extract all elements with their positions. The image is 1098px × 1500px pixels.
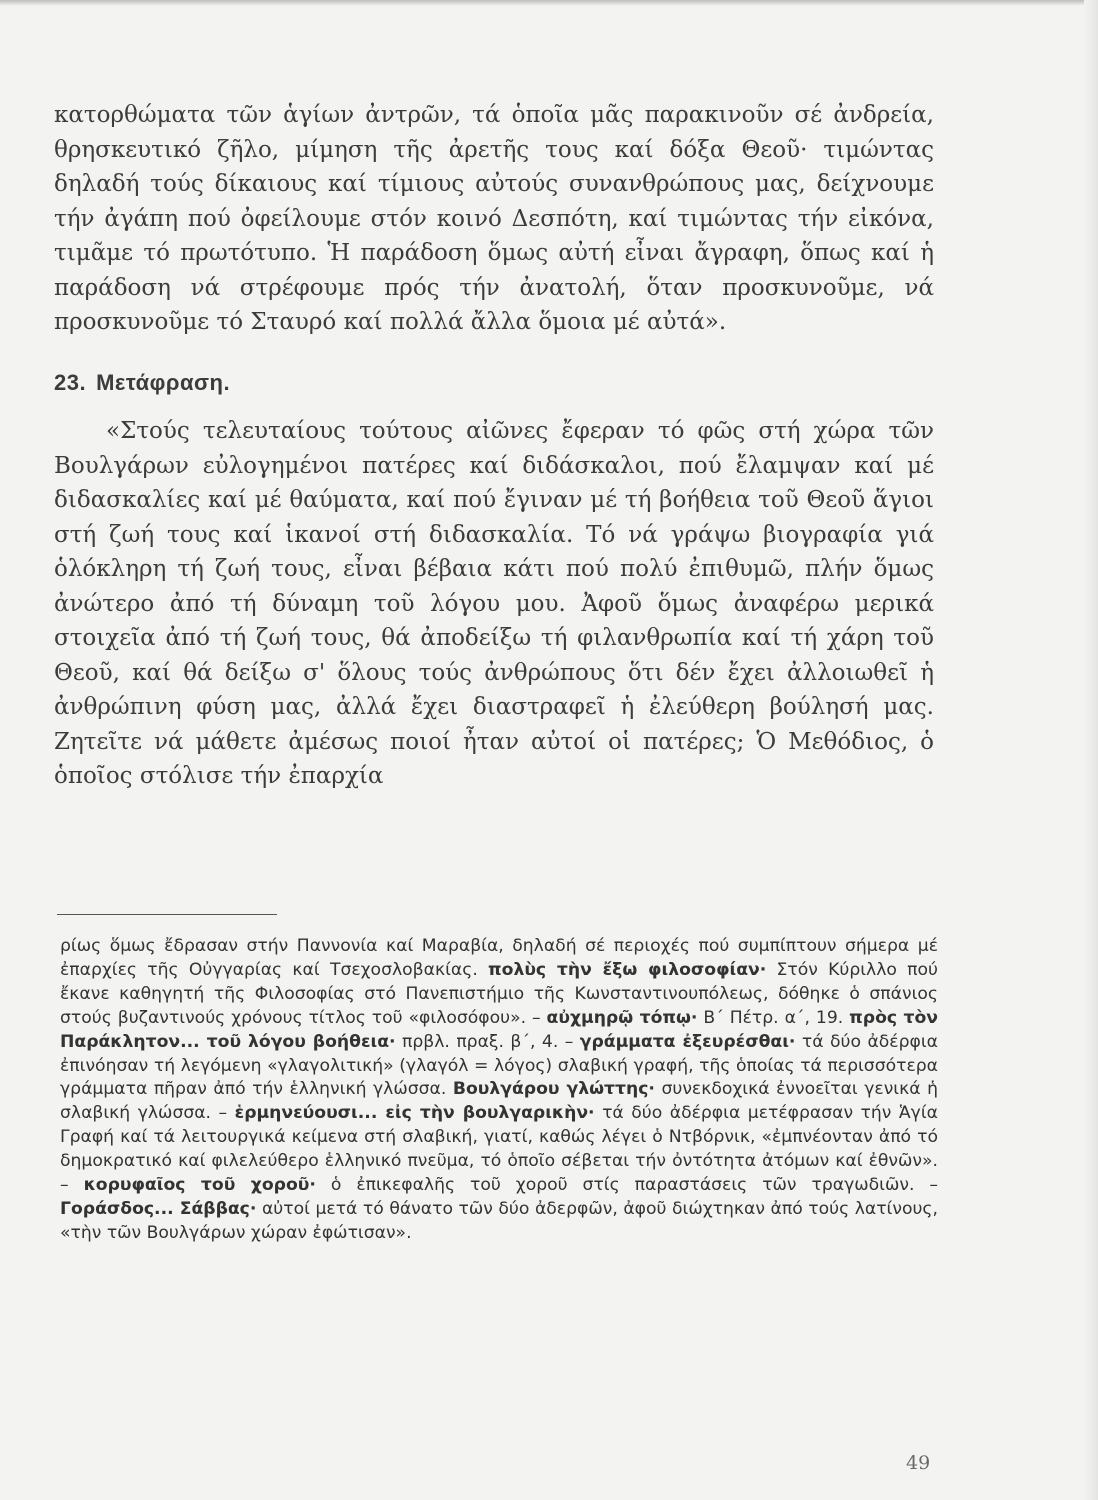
body-paragraph-2: «Στούς τελευταίους τούτους αἰῶνες ἔφεραν τό φῶς στή χώρα τῶν Βουλγάρων εὐλογημένοι πατέρες καί διδάσκαλοι, πού ἔλαμψαν καί μέ διδασκαλίες καί μέ θαύματα, καί πού ἔγιναν μέ τή βοήθεια τοῦ Θεοῦ ἅγιοι στή ζωή τους καί ἱκανοί στή διδασκαλία. Τό νά γράψω βιογραφία γιά ὁλόκληρη τή ζωή τους, εἶναι βέβαια κάτι πού πολύ ἐπιθυμῶ, πλήν ὅμως ἀνώτερο ἀπό τή δύναμη τοῦ λόγου μου. Ἀφοῦ ὅμως ἀναφέρω μερικά στοιχεῖα ἀπό τή ζωή τους, θά ἀποδείξω τή φιλανθρωπία καί τή χάρη τοῦ Θεοῦ, καί θά δείξω σ' ὅλους τούς ἀνθρώπους ὅτι δέν ἔχει ἀλλοιωθεῖ ἡ ἀνθρώπινη φύση μας, ἀλλά ἔχει διαστραφεῖ ἡ ἐλεύθερη βούλησή μας. Ζητεῖτε νά μάθετε ἀμέσως ποιοί ἦταν αὐτοί οἱ πατέρες; Ὁ Μεθόδιος, ὁ ὁποῖος στόλισε τήν ἐπαρχία	[54, 418, 934, 789]
main-text	[54, 98, 934, 794]
footnote-text: αὐτοί μετά τό θάνατο τῶν δύο ἀδερφῶν, ἀφοῦ διώχτηκαν ἀπό τούς λατίνους, «τὴν τῶν Βουλγάρων χώραν ἐφώτισαν».	[60, 1198, 938, 1243]
footnote-text: Στόν Κύριλλο πού ἔκανε καθηγητή τῆς Φιλοσοφίας στό Πανεπιστήμιο τῆς Κωνσταντινουπόλεως, δόθηκε ὁ σπάνιος στούς βυζαντινούς χρόνους τίτλος τοῦ «φιλοσόφου». –	[60, 959, 938, 1028]
page-right-edge-shadow	[1084, 0, 1098, 1500]
section-title: Μετάφραση.	[96, 369, 231, 395]
footnote-text: τά δύο ἀδέρφια ἐπινόησαν τή λεγόμενη «γλαγολιτική» (γλαγόλ = λόγος) σλαβική γραφή, τῆς ὁποίας τά περισσότερα γράμματα πῆραν ἀπό τήν ἑλληνική γλώσσα.	[60, 1031, 938, 1100]
footnote-separator	[57, 914, 277, 915]
footnote-lemma: Βουλγάρου γλώττης·	[452, 1079, 655, 1100]
section-number: 23.	[54, 369, 87, 395]
footnotes	[60, 935, 938, 1246]
section-heading	[54, 366, 934, 401]
footnote-lemma: Γοράσδος... Σάββας·	[60, 1198, 257, 1219]
body-paragraph-1: κατορθώματα τῶν ἁγίων ἀντρῶν, τά ὁποῖα μᾶς παρακινοῦν σέ ἀνδρεία, θρησκευτικό ζῆλο, μίμηση τῆς ἀρετῆς τους καί δόξα Θεοῦ· τιμώντας δηλαδή τούς δίκαιους καί τίμιους αὐτούς συνανθρώπους μας, δείχνουμε τήν ἀγάπη πού ὀφείλουμε στόν κοινό Δεσπότη, καί τιμώντας τήν εἰκόνα, τιμᾶμε τό πρωτότυπο. Ἡ παράδοση ὅμως αὐτή εἶναι ἄγραφη, ὅπως καί ἡ παράδοση νά στρέφουμε πρός τήν ἀνατολή, ὅταν προσκυνοῦμε, νά προσκυνοῦμε τό Σταυρό καί πολλά ἄλλα ὅμοια μέ αὐτά».	[54, 102, 934, 335]
footnote-text: τά δύο ἀδέρφια μετέφρασαν τήν Ἁγία Γραφή καί τά λειτουργικά κείμενα στή σλαβική, γιατί, καθώς λέγει ὁ Ντβόρνικ, «ἐμπνέονταν ἀπό τό δημοκρατικό καί φιλελεύθερο ἑλληνικό πνεῦμα, τό ὁποῖο σέβεται τήν ὀντότητα ἀτόμων καί ἐθνῶν». –	[60, 1103, 938, 1196]
footnote-text: Β΄ Πέτρ. α΄, 19.	[697, 1007, 850, 1028]
footnote-lemma: ἑρμηνεύουσι... εἰς τὴν βουλγαρικὴν·	[234, 1103, 595, 1124]
footnote-lemma: πολὺς τὴν ἔξω φιλοσοφίαν·	[488, 959, 767, 980]
page-top-edge	[0, 0, 1098, 6]
footnote-text: πρβλ. πραξ. β΄, 4. –	[395, 1031, 580, 1052]
footnote-lemma: αὐχμηρῷ τόπῳ·	[546, 1007, 698, 1028]
page-number: 49	[906, 1452, 931, 1474]
footnote-lemma: κορυφαῖος τοῦ χοροῦ·	[83, 1175, 316, 1196]
footnote-text: ρίως ὅμως ἔδρασαν στήν Παννονία καί Μαραβία, δηλαδή σέ περιοχές πού συμπίπτουν σήμερα μέ ἐπαρχίες τῆς Οὐγγαρίας καί Τσεχοσλοβακίας.	[60, 936, 938, 980]
footnote-lemma: γράμματα ἐξευρέσθαι·	[579, 1031, 796, 1052]
footnote-lemma: πρὸς τὸν Παράκλητον... τοῦ λόγου βοήθεια·	[60, 1007, 939, 1052]
footnote-text: συνεκδοχικά ἐννοεῖται γενικά ἡ σλαβική γλώσσα. –	[60, 1079, 938, 1124]
footnote-text: ὁ ἐπικεφαλῆς τοῦ χοροῦ στίς παραστάσεις τῶν τραγωδιῶν. –	[315, 1175, 938, 1196]
